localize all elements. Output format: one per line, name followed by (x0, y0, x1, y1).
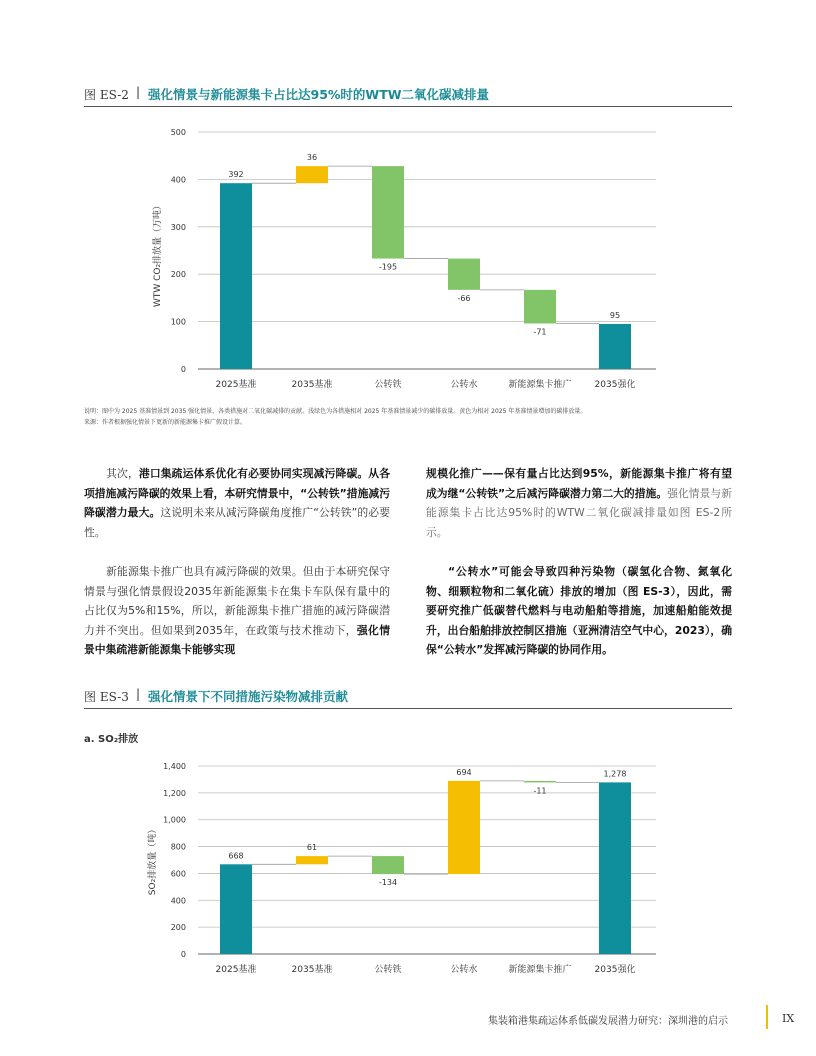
bar (448, 781, 480, 874)
text-run: 其次， (106, 467, 139, 480)
footer-divider (766, 1005, 768, 1029)
figure-number: 图 ES-2 (84, 88, 129, 102)
x-tick-label: 公转铁 (374, 965, 402, 975)
x-tick-label: 公转水 (450, 965, 478, 975)
bold-run: “公转水”可能会导致四种污染物（碳氢化合物、氮氧化物、细颗粒物和二氧化硫）排放的增加（图 ES-3），因此，需要研究推广低碳替代燃料与电动船舶等措施，加速船舶能效提升，出台船舶排放控制区措施（亚洲清洁空气中心，2023），确保“公转水”发挥减污降碳的协同作用。 (426, 565, 732, 656)
y-tick-label: 400 (170, 896, 186, 906)
data-label: 1,278 (603, 769, 627, 779)
figure-number: 图 ES-3 (84, 690, 129, 704)
bar (296, 856, 328, 864)
text-run: 强化情景与新能源集卡占比达95%时的WTW二氧化碳减排量如图 ES-2所示。 (426, 486, 732, 539)
y-tick-label: 0 (180, 365, 186, 374)
x-tick-label: 2035强化 (594, 965, 636, 975)
note-text: 说明：图中为 2025 基准情景到 2035 强化情景，各类措施对二氧化碳减排的贡献。浅绿色为各措施相对 2025 年基准情景减少的碳排放量。黄色为相对 2025 年基准情景增加的碳排放量。 (84, 408, 587, 415)
bold-run: 强化情景中集疏港新能源集卡能够实现 (84, 623, 390, 656)
data-label: 694 (456, 767, 472, 777)
chart-subheading: a. SO₂排放 (84, 734, 139, 745)
figure-separator: | (136, 687, 141, 701)
y-axis-label: SO₂排放量（吨） (148, 824, 158, 896)
data-label: 392 (228, 170, 244, 180)
figure-title: 强化情景下不同措施污染物减排贡献 (148, 689, 349, 704)
y-tick-label: 600 (170, 869, 186, 879)
y-tick-label: 500 (170, 128, 186, 137)
data-label: 61 (306, 843, 318, 853)
data-label: -11 (533, 786, 547, 796)
x-tick-label: 新能源集卡推广 (508, 380, 572, 390)
x-tick-label: 2035基准 (291, 380, 333, 390)
data-label: -134 (378, 878, 398, 888)
x-tick-label: 新能源集卡推广 (508, 965, 572, 975)
bar (220, 864, 252, 954)
y-tick-label: 1,000 (163, 815, 186, 825)
y-tick-label: 800 (170, 842, 186, 852)
y-axis-label: WTW CO₂排放量（万吨） (153, 200, 163, 308)
data-label: 95 (609, 310, 621, 320)
x-tick-label: 公转水 (450, 380, 478, 390)
footer-title: 集装箱港集疏运体系低碳发展潜力研究：深圳港的启示 (488, 1016, 728, 1027)
y-tick-label: 1,200 (163, 788, 186, 798)
page-number: IX (782, 1012, 795, 1025)
text-run: 新能源集卡推广也具有减污降碳的效果。但由于本研究保守情景与强化情景假设2035年新能源集卡在集卡车队保有量中的占比仅为5%和15%，所以，新能源集卡推广措施的减污降碳潜力并不突出。但如果到2035年，在政策与技术推动下， (84, 565, 390, 637)
data-label: -71 (533, 327, 547, 337)
bar (372, 856, 404, 874)
y-tick-label: 200 (170, 270, 186, 280)
y-tick-label: 1,400 (163, 762, 186, 771)
bar (524, 781, 556, 783)
x-tick-label: 2025基准 (215, 965, 257, 975)
source-text: 来源：作者根据强化情景下更新的新能源集卡推广假设计算。 (84, 419, 247, 426)
bold-run: 规模化推广——保有量占比达到95%，新能源集卡推广将有望成为继“公转铁”之后减污降碳潜力第二大的措施。 (426, 467, 732, 500)
y-tick-label: 300 (170, 222, 186, 232)
data-label: 668 (228, 851, 244, 861)
bar (599, 782, 631, 954)
figure-title: 强化情景与新能源集卡占比达95%时的WTW二氧化碳减排量 (148, 87, 490, 102)
text-run: 这说明未来从减污降碳角度推广“公转铁”的必要性。 (84, 506, 391, 539)
y-tick-label: 0 (180, 950, 186, 959)
y-tick-label: 400 (170, 175, 186, 185)
bold-run: 港口集疏运体系优化有必要协同实现减污降碳。从各项措施减污降碳的效果上看，本研究情景中，“公转铁”措施减污降碳潜力最大。 (84, 467, 391, 519)
x-tick-label: 2035基准 (291, 965, 333, 975)
y-tick-label: 200 (170, 923, 186, 933)
x-tick-label: 2035强化 (594, 380, 636, 390)
data-label: -66 (457, 293, 471, 303)
x-tick-label: 2025基准 (215, 380, 257, 390)
data-label: -195 (378, 262, 398, 272)
x-tick-label: 公转铁 (374, 380, 402, 390)
data-label: 36 (306, 153, 318, 163)
figure-separator: | (136, 85, 141, 99)
y-tick-label: 100 (170, 317, 186, 327)
